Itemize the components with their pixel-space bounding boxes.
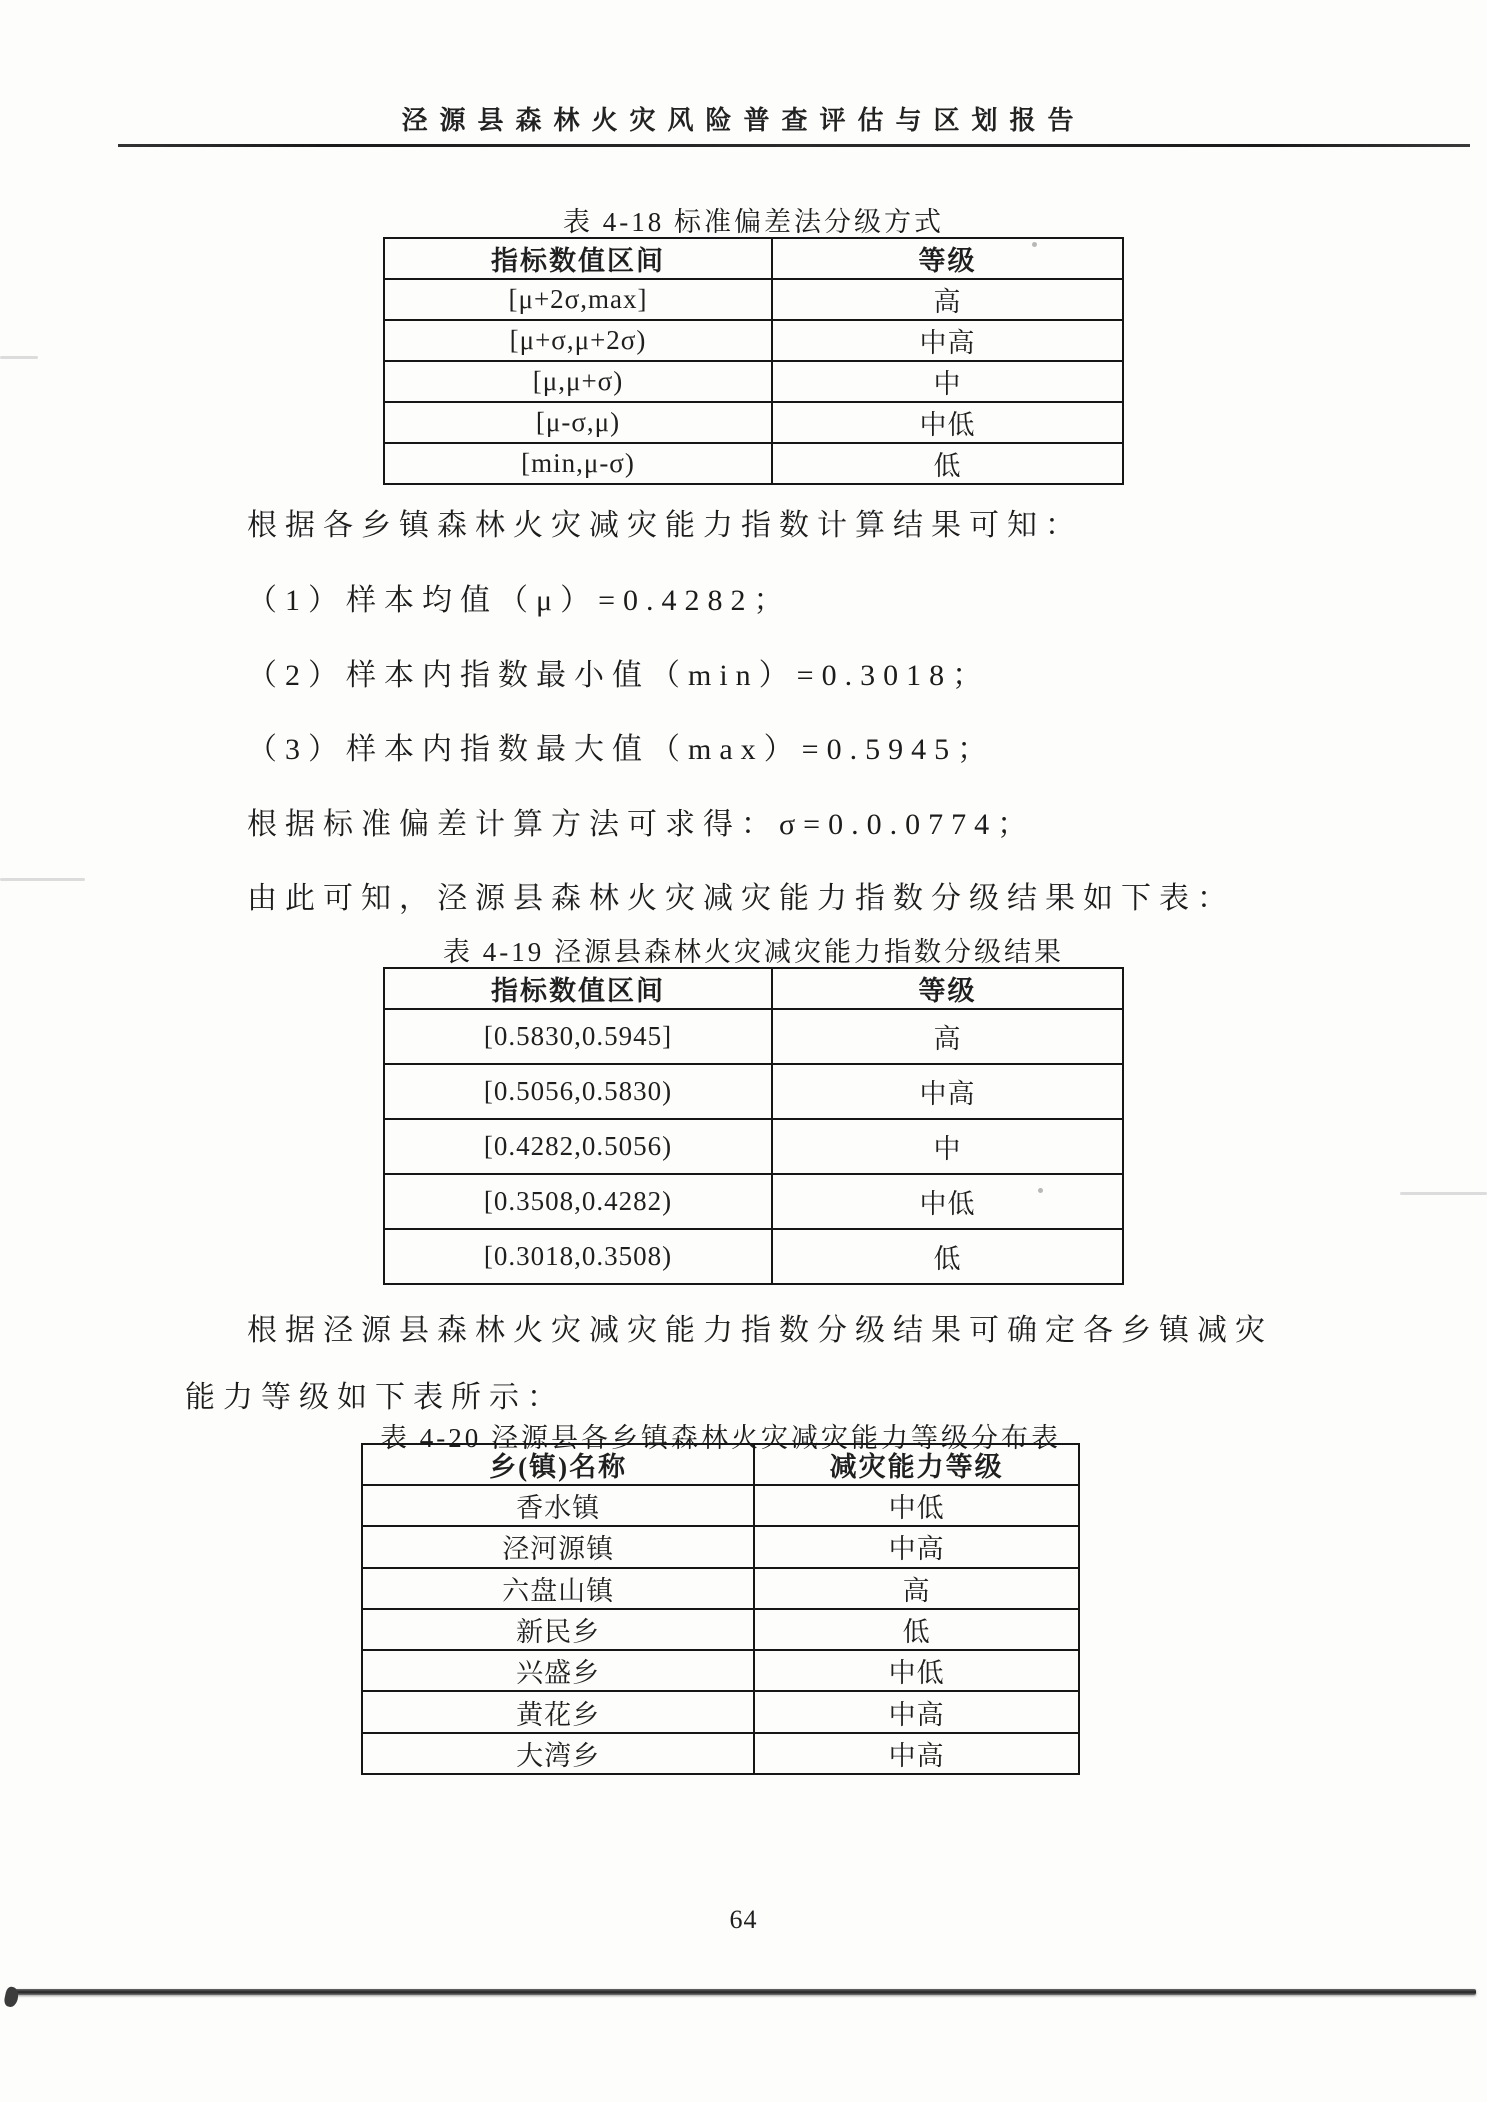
table-cell: [0.3508,0.4282) — [384, 1174, 772, 1229]
table-4-18 — [383, 237, 1124, 481]
table-row — [384, 320, 1123, 361]
paragraph-item-3: （3）样本内指数最大值（max）=0.5945； — [247, 733, 996, 766]
table-4-19-caption: 表 4-19 泾源县森林火灾减灾能力指数分级结果 — [443, 937, 1064, 967]
table-row — [362, 1691, 1079, 1732]
table-cell: [μ+2σ,max] — [384, 279, 772, 320]
scan-speck-1 — [1032, 242, 1037, 247]
table-header-cell: 指标数值区间 — [384, 238, 772, 279]
paragraph-lead-table-4-20-line2: 能力等级如下表所示： — [185, 1381, 565, 1414]
table-4-20 — [361, 1443, 1080, 1775]
table-cell: 中 — [772, 361, 1123, 402]
table-row — [362, 1609, 1079, 1650]
table-cell: [0.5056,0.5830) — [384, 1064, 772, 1119]
scan-streak-left-1 — [0, 356, 38, 359]
table-4-20-grid — [361, 1443, 1080, 1775]
table-4-18-grid — [383, 237, 1124, 485]
table-header-row — [362, 1444, 1079, 1485]
table-cell: 中低 — [772, 402, 1123, 443]
table-cell: [0.4282,0.5056) — [384, 1119, 772, 1174]
table-cell: 黄花乡 — [362, 1691, 754, 1732]
paragraph-lead-table-4-20-line1: 根据泾源县森林火灾减灾能力指数分级结果可确定各乡镇减灾 — [247, 1314, 1273, 1347]
table-cell: 高 — [772, 1009, 1123, 1064]
scan-streak-right — [1400, 1192, 1487, 1195]
table-header-cell: 指标数值区间 — [384, 968, 772, 1009]
table-cell: [0.3018,0.3508) — [384, 1229, 772, 1284]
paragraph-lead-table-4-19: 由此可知，泾源县森林火灾减灾能力指数分级结果如下表： — [247, 882, 1235, 915]
table-cell: [μ-σ,μ) — [384, 402, 772, 443]
table-cell: 中高 — [772, 1064, 1123, 1119]
page-number: 64 — [729, 1905, 758, 1934]
table-cell: 泾河源镇 — [362, 1526, 754, 1567]
table-row — [384, 402, 1123, 443]
table-cell: 低 — [754, 1609, 1079, 1650]
table-4-19 — [383, 967, 1124, 1285]
table-cell: 六盘山镇 — [362, 1568, 754, 1609]
table-cell: [μ+σ,μ+2σ) — [384, 320, 772, 361]
table-cell: 香水镇 — [362, 1485, 754, 1526]
table-row — [362, 1526, 1079, 1567]
table-cell: 中高 — [772, 320, 1123, 361]
table-row — [384, 279, 1123, 320]
table-row — [384, 1119, 1123, 1174]
header-rule — [118, 144, 1470, 147]
table-cell: 低 — [772, 443, 1123, 484]
paragraph-sigma: 根据标准偏差计算方法可求得：σ=0.0.0774； — [247, 808, 1036, 841]
paragraph-intro: 根据各乡镇森林火灾减灾能力指数计算结果可知： — [247, 509, 1083, 542]
table-cell: 中低 — [754, 1485, 1079, 1526]
table-header-row — [384, 968, 1123, 1009]
table-header-row — [384, 238, 1123, 279]
table-cell: 高 — [772, 279, 1123, 320]
running-header-title: 泾源县森林火灾风险普查评估与区划报告 — [401, 106, 1086, 135]
table-4-19-grid — [383, 967, 1124, 1285]
table-cell: 中低 — [754, 1650, 1079, 1691]
table-header-cell: 乡(镇)名称 — [362, 1444, 754, 1485]
table-header-cell: 等级 — [772, 968, 1123, 1009]
scan-streak-left-2 — [0, 878, 85, 881]
table-row — [362, 1650, 1079, 1691]
table-cell: 高 — [754, 1568, 1079, 1609]
table-cell: [0.5830,0.5945] — [384, 1009, 772, 1064]
table-row — [362, 1568, 1079, 1609]
table-row — [384, 1229, 1123, 1284]
table-cell: 中低 — [772, 1174, 1123, 1229]
paragraph-item-2: （2）样本内指数最小值（min）=0.3018； — [247, 659, 991, 692]
table-row — [362, 1485, 1079, 1526]
table-cell: 中高 — [754, 1733, 1079, 1774]
table-cell: [μ,μ+σ) — [384, 361, 772, 402]
table-cell: 中 — [772, 1119, 1123, 1174]
table-cell: 大湾乡 — [362, 1733, 754, 1774]
table-4-18-caption: 表 4-18 标准偏差法分级方式 — [563, 207, 944, 237]
table-row — [384, 361, 1123, 402]
table-row — [384, 1009, 1123, 1064]
table-cell: 新民乡 — [362, 1609, 754, 1650]
table-row — [384, 443, 1123, 484]
table-row — [384, 1064, 1123, 1119]
table-header-cell: 等级 — [772, 238, 1123, 279]
table-cell: [min,μ-σ) — [384, 443, 772, 484]
scan-edge-bar — [8, 1989, 1476, 1995]
table-row — [384, 1174, 1123, 1229]
table-cell: 低 — [772, 1229, 1123, 1284]
paragraph-item-1: （1）样本均值（μ）=0.4282； — [247, 584, 792, 617]
table-row — [362, 1733, 1079, 1774]
table-cell: 兴盛乡 — [362, 1650, 754, 1691]
table-header-cell: 减灾能力等级 — [754, 1444, 1079, 1485]
table-cell: 中高 — [754, 1691, 1079, 1732]
table-cell: 中高 — [754, 1526, 1079, 1567]
scan-speck-2 — [1038, 1188, 1043, 1193]
table-4-20-caption: 表 4-20 泾源县各乡镇森林火灾减灾能力等级分布表 — [380, 1423, 1061, 1453]
